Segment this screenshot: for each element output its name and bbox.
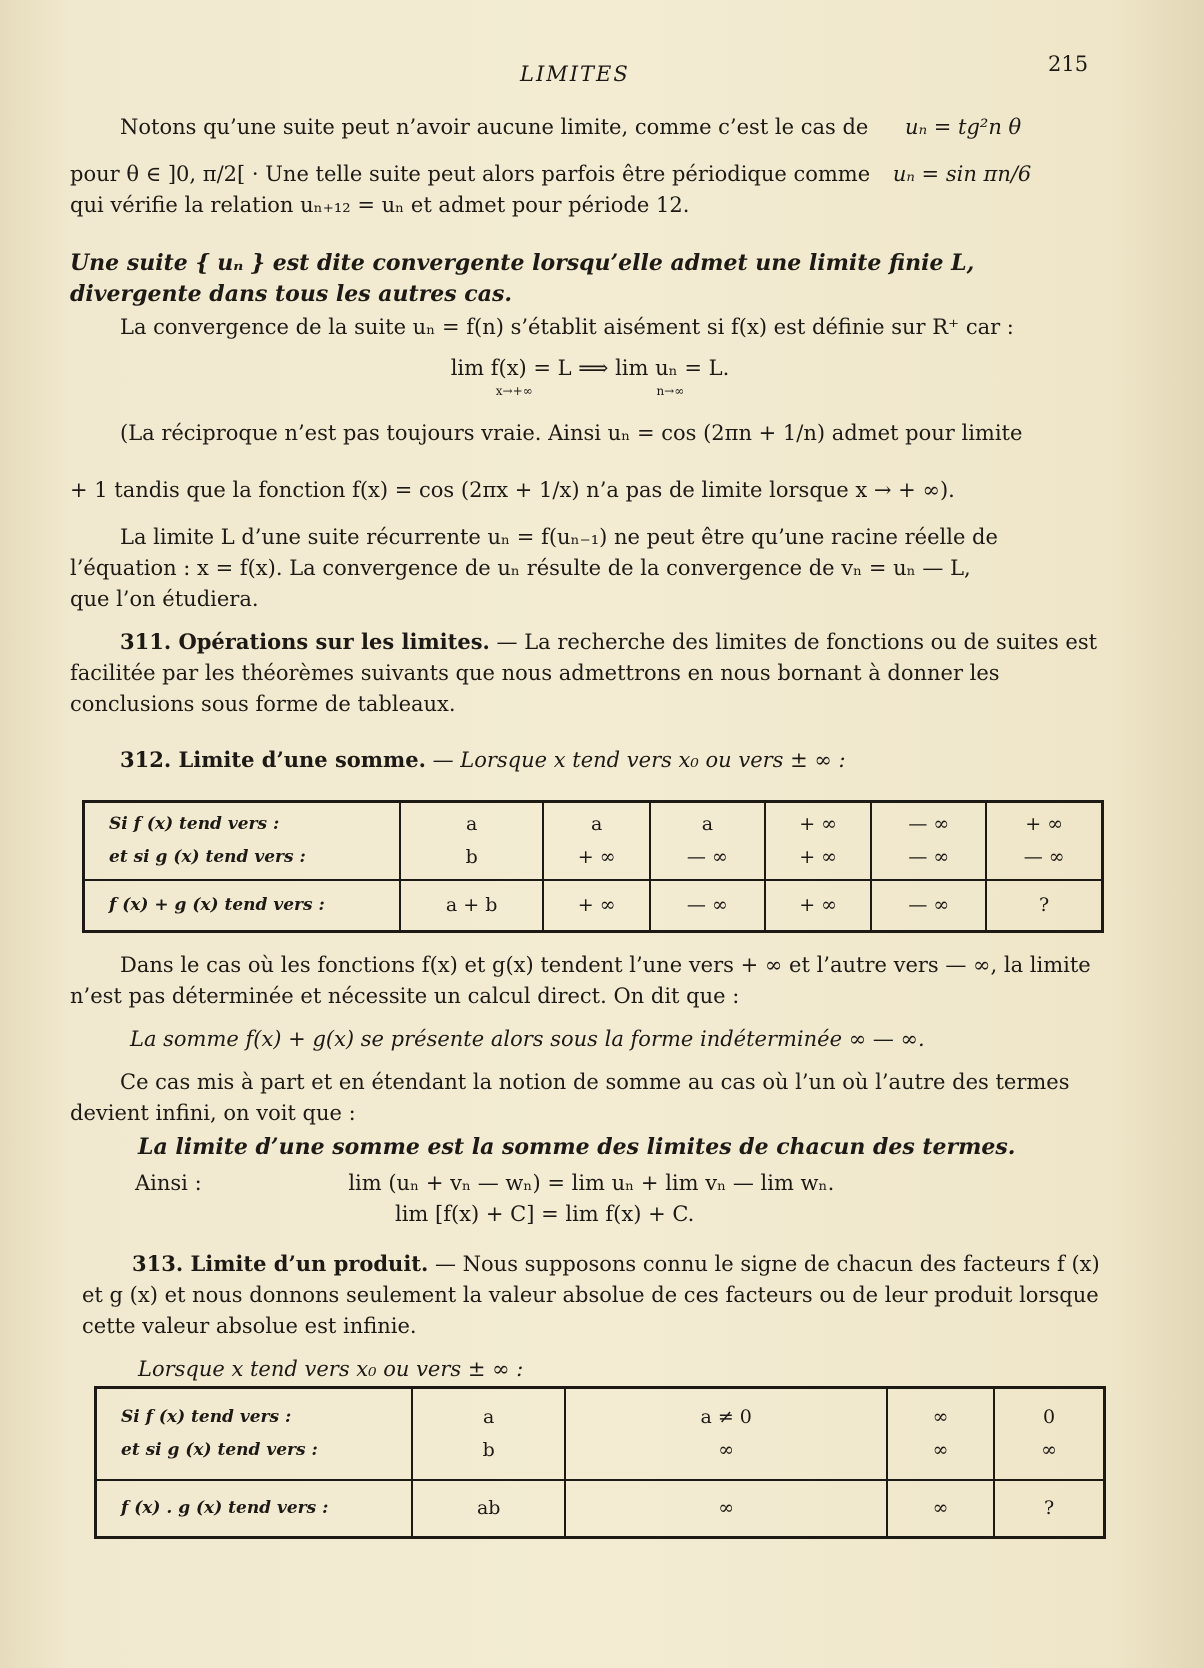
- reciprocal-line-1: (La réciproque n’est pas toujours vraie. Ainsi uₙ = cos (2πn + 1/n) admet pour limite: [120, 421, 1023, 445]
- sum-discussion: [70, 950, 1110, 1129]
- sum-col-2: a + ∞: [543, 802, 650, 880]
- ainsi-label: Ainsi :: [135, 1171, 202, 1195]
- section-313: [82, 1248, 1110, 1385]
- sum-result-4: + ∞: [765, 880, 872, 932]
- sum-result-6: ?: [986, 880, 1102, 932]
- prod-col-2: a ≠ 0 ∞: [565, 1388, 886, 1480]
- recurrent-line-2: l’équation : x = f(x). La convergence de uₙ résulte de la convergence de vₙ = uₙ — L,: [70, 556, 971, 580]
- prod-result-1: ab: [412, 1480, 565, 1538]
- prod-col-1: a b: [412, 1388, 565, 1480]
- sum-examples: [70, 1168, 1110, 1230]
- section-313-text: — Nous supposons connu le signe de chacun des facteurs f (x) et g (x) et nous donnons seulement la valeur absolue de ces facteurs ou de leur produit lorsque cette valeur absolue est infinie.: [82, 1252, 1100, 1338]
- convergence-paragraph: [70, 312, 1110, 506]
- intro-formula-1: uₙ = tg²n θ: [905, 115, 1022, 139]
- section-312-lead: — Lorsque x tend vers x₀ ou vers ± ∞ :: [425, 748, 846, 772]
- sum-col-1: a b: [400, 802, 543, 880]
- section-313-lead: Lorsque x tend vers x₀ ou vers ± ∞ :: [138, 1357, 524, 1381]
- prod-result-3: ∞: [887, 1480, 994, 1538]
- running-header: LIMITES: [520, 62, 630, 86]
- recurrent-line-3: que l’on étudiera.: [70, 587, 259, 611]
- intro-formula-2: uₙ = sin πn/6: [892, 162, 1032, 186]
- sum-row-result-label: f (x) + g (x) tend vers :: [84, 880, 401, 932]
- section-311-text: — La recherche des limites de fonctions ou de suites est facilitée par les théorèmes suivants que nous admettrons en nous bornant à donner les conclusions sous forme de tableaux.: [70, 630, 1098, 716]
- prod-col-3: ∞ ∞: [887, 1388, 994, 1480]
- prod-col-4: 0 ∞: [994, 1388, 1104, 1480]
- sum-example-1: lim (uₙ + vₙ — wₙ) = lim uₙ + lim vₙ — lim wₙ.: [348, 1171, 835, 1195]
- sum-row-f-label: Si f (x) tend vers :: [109, 813, 280, 834]
- prod-row-f-label: Si f (x) tend vers :: [121, 1406, 292, 1427]
- sum-after-1: Dans le cas où les fonctions f(x) et g(x) tendent l’une vers + ∞ et l’autre vers — ∞, la limite n’est pas déterminée et nécessite un calcul direct. On dit que :: [70, 953, 1091, 1008]
- section-311: [70, 626, 1110, 720]
- prod-row-g-label: et si g (x) tend vers :: [121, 1439, 318, 1460]
- intro-line-3: qui vérifie la relation uₙ₊₁₂ = uₙ et admet pour période 12.: [70, 193, 690, 217]
- sum-col-4: + ∞ + ∞: [765, 802, 872, 880]
- recurrent-line-1: La limite L d’une suite récurrente uₙ = f(uₙ₋₁) ne peut être qu’une racine réelle de: [120, 525, 998, 549]
- intro-paragraph: [70, 112, 1110, 221]
- convergence-text: La convergence de la suite uₙ = f(n) s’établit aisément si f(x) est définie sur R⁺ car :: [120, 315, 1014, 339]
- sum-col-5: — ∞ — ∞: [871, 802, 986, 880]
- sum-row-g-label: et si g (x) tend vers :: [109, 846, 306, 867]
- definition-statement: Une suite { uₙ } est dite convergente lorsqu’elle admet une limite finie L, divergente dans tous les autres cas.: [70, 250, 975, 307]
- sum-result-3: — ∞: [650, 880, 765, 932]
- page-number: 215: [1048, 52, 1089, 76]
- sum-result-2: + ∞: [543, 880, 650, 932]
- prod-result-4: ?: [994, 1480, 1104, 1538]
- prod-result-2: ∞: [565, 1480, 886, 1538]
- intro-line-1: Notons qu’une suite peut n’avoir aucune limite, comme c’est le cas de: [120, 115, 869, 139]
- sum-rule: La limite d’une somme est la somme des limites de chacun des termes.: [138, 1134, 1016, 1160]
- section-311-title: 311. Opérations sur les limites.: [120, 629, 490, 654]
- formula-sub-right: n→∞: [656, 384, 685, 398]
- sum-limits-table: [82, 800, 1104, 933]
- sum-indeterminate: La somme f(x) + g(x) se présente alors sous la forme indéterminée ∞ — ∞.: [130, 1027, 925, 1051]
- section-313-title: 313. Limite d’un produit.: [132, 1251, 429, 1276]
- sum-example-2: lim [f(x) + C] = lim f(x) + C.: [395, 1202, 695, 1226]
- sum-result-1: a + b: [400, 880, 543, 932]
- prod-row-result-label: f (x) . g (x) tend vers :: [96, 1480, 413, 1538]
- section-312-title: 312. Limite d’une somme.: [120, 747, 426, 772]
- intro-line-2: pour θ ∈ ]0, π/2[ · Une telle suite peut alors parfois être périodique comme: [70, 162, 871, 186]
- recurrent-paragraph: [70, 522, 1110, 615]
- reciprocal-line-2: + 1 tandis que la fonction f(x) = cos (2πx + 1/x) n’a pas de limite lorsque x → + ∞).: [70, 478, 955, 502]
- sum-after-2: Ce cas mis à part et en étendant la notion de somme au cas où l’un où l’autre des termes devient infini, on voit que :: [70, 1070, 1070, 1125]
- sum-col-3: a — ∞: [650, 802, 765, 880]
- product-limits-table: [94, 1386, 1106, 1539]
- sum-result-5: — ∞: [871, 880, 986, 932]
- convergence-formula: lim f(x) = L ⟹ lim uₙ = L.: [450, 356, 730, 380]
- section-312-heading: [70, 744, 1110, 776]
- formula-sub-left: x→+∞: [495, 384, 533, 398]
- sum-col-6: + ∞ — ∞: [986, 802, 1102, 880]
